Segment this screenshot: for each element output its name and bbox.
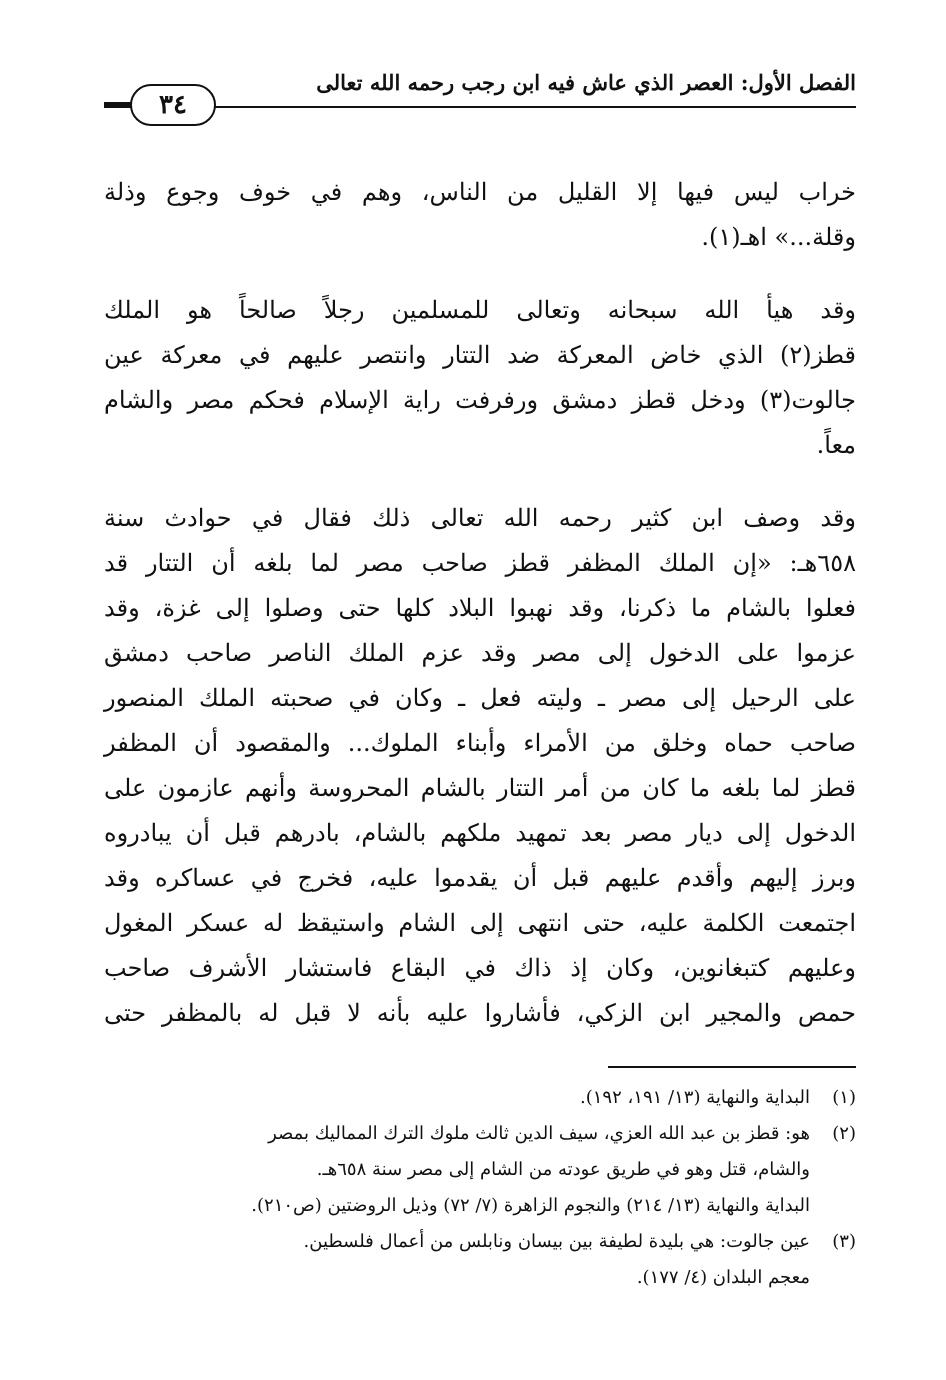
- footnote-text: هو: قطز بن عبد الله العزي، سيف الدين ثالث ملوك الترك المماليك بمصر: [268, 1123, 810, 1144]
- footnote-separator: [608, 1066, 856, 1068]
- footnote-text: البداية والنهاية (١٣/ ١٩١، ١٩٢).: [580, 1087, 810, 1108]
- body-line: قطز لما بلغه ما كان من أمر التتار بالشام المحروسة وأنهم عازمون على: [104, 774, 856, 802]
- paragraph-gap: [104, 260, 856, 288]
- body-line: قطز(٢) الذي خاض المعركة ضد التتار وانتصر عليهم في معركة عين: [104, 341, 856, 369]
- main-text: [104, 170, 856, 1036]
- page-number: ٣٤: [159, 90, 187, 120]
- body-line: وقد هيأ الله سبحانه وتعالى للمسلمين رجلاً صالحاً هو الملك: [104, 296, 857, 324]
- body-line: خراب ليس فيها إلا القليل من الناس، وهم في خوف وجوع وذلة: [104, 178, 856, 206]
- running-title: الفصل الأول: العصر الذي عاش فيه ابن رجب رحمه الله تعالى: [316, 70, 856, 95]
- body-line: عزموا على الدخول إلى مصر وقد عزم الملك الناصر صاحب دمشق: [104, 639, 856, 667]
- footnote-1: [104, 1080, 856, 1116]
- footnote-2: [104, 1116, 856, 1152]
- page-header: [104, 62, 856, 122]
- footnote-2-continuation: والشام، قتل وهو في طريق عودته من الشام إلى مصر سنة ٦٥٨هـ.: [316, 1159, 810, 1180]
- footnotes: [104, 1080, 856, 1296]
- footnote-3-source: معجم البلدان (٤/ ١٧٧).: [636, 1267, 810, 1288]
- body-line: حمص والمجير ابن الزكي، فأشاروا عليه بأنه لا قبل له بالمظفر حتى: [104, 999, 856, 1027]
- body-line: صاحب حماه وخلق من الأمراء وأبناء الملوك... والمقصود أن المظفر: [104, 729, 856, 757]
- body-line: جالوت(٣) ودخل قطز دمشق ورفرفت راية الإسلام فحكم مصر والشام: [104, 386, 856, 414]
- body-line: وبرز إليهم وأقدم عليهم قبل أن يقدموا عليه، فخرج في عساكره وقد: [104, 864, 856, 892]
- header-rule: [104, 106, 856, 108]
- body-line: وعليهم كتبغانوين، وكان إذ ذاك في البقاع فاستشار الأشرف صاحب: [104, 954, 856, 982]
- body-line: فعلوا بالشام ما ذكرنا، وقد نهبوا البلاد كلها حتى وصلوا إلى غزة، وقد: [104, 594, 856, 622]
- body-line: اجتمعت الكلمة عليه، حتى انتهى إلى الشام واستيقظ له عسكر المغول: [104, 909, 856, 937]
- body-line: ٦٥٨هـ: «إن الملك المظفر قطز صاحب مصر لما بلغه أن التتار قد: [104, 549, 856, 577]
- body-line: على الرحيل إلى مصر ـ وليته فعل ـ وكان في صحبته الملك المنصور: [104, 684, 856, 712]
- page-number-badge: [130, 84, 216, 126]
- footnote-3: [104, 1224, 856, 1260]
- footnote-number: (٢): [832, 1123, 856, 1144]
- footnote-number: (٣): [832, 1231, 856, 1252]
- body-line: معاً.: [816, 431, 856, 459]
- paragraph-gap: [104, 468, 856, 496]
- page-number-ornament: [104, 102, 132, 106]
- body-line: الدخول إلى ديار مصر بعد تمهيد ملكهم بالشام، بادرهم قبل أن يبادروه: [104, 819, 857, 847]
- footnote-text: عين جالوت: هي بليدة لطيفة بين بيسان ونابلس من أعمال فلسطين.: [303, 1231, 810, 1252]
- footnote-number: (١): [832, 1087, 856, 1108]
- footnote-2-source: البداية والنهاية (١٣/ ٢١٤) والنجوم الزاهرة (٧/ ٧٢) وذيل الروضتين (ص٢١٠).: [251, 1195, 810, 1216]
- body-line: وقد وصف ابن كثير رحمه الله تعالى ذلك فقال في حوادث سنة: [104, 504, 856, 532]
- body-line: وقلة...» اهـ(١).: [701, 223, 856, 251]
